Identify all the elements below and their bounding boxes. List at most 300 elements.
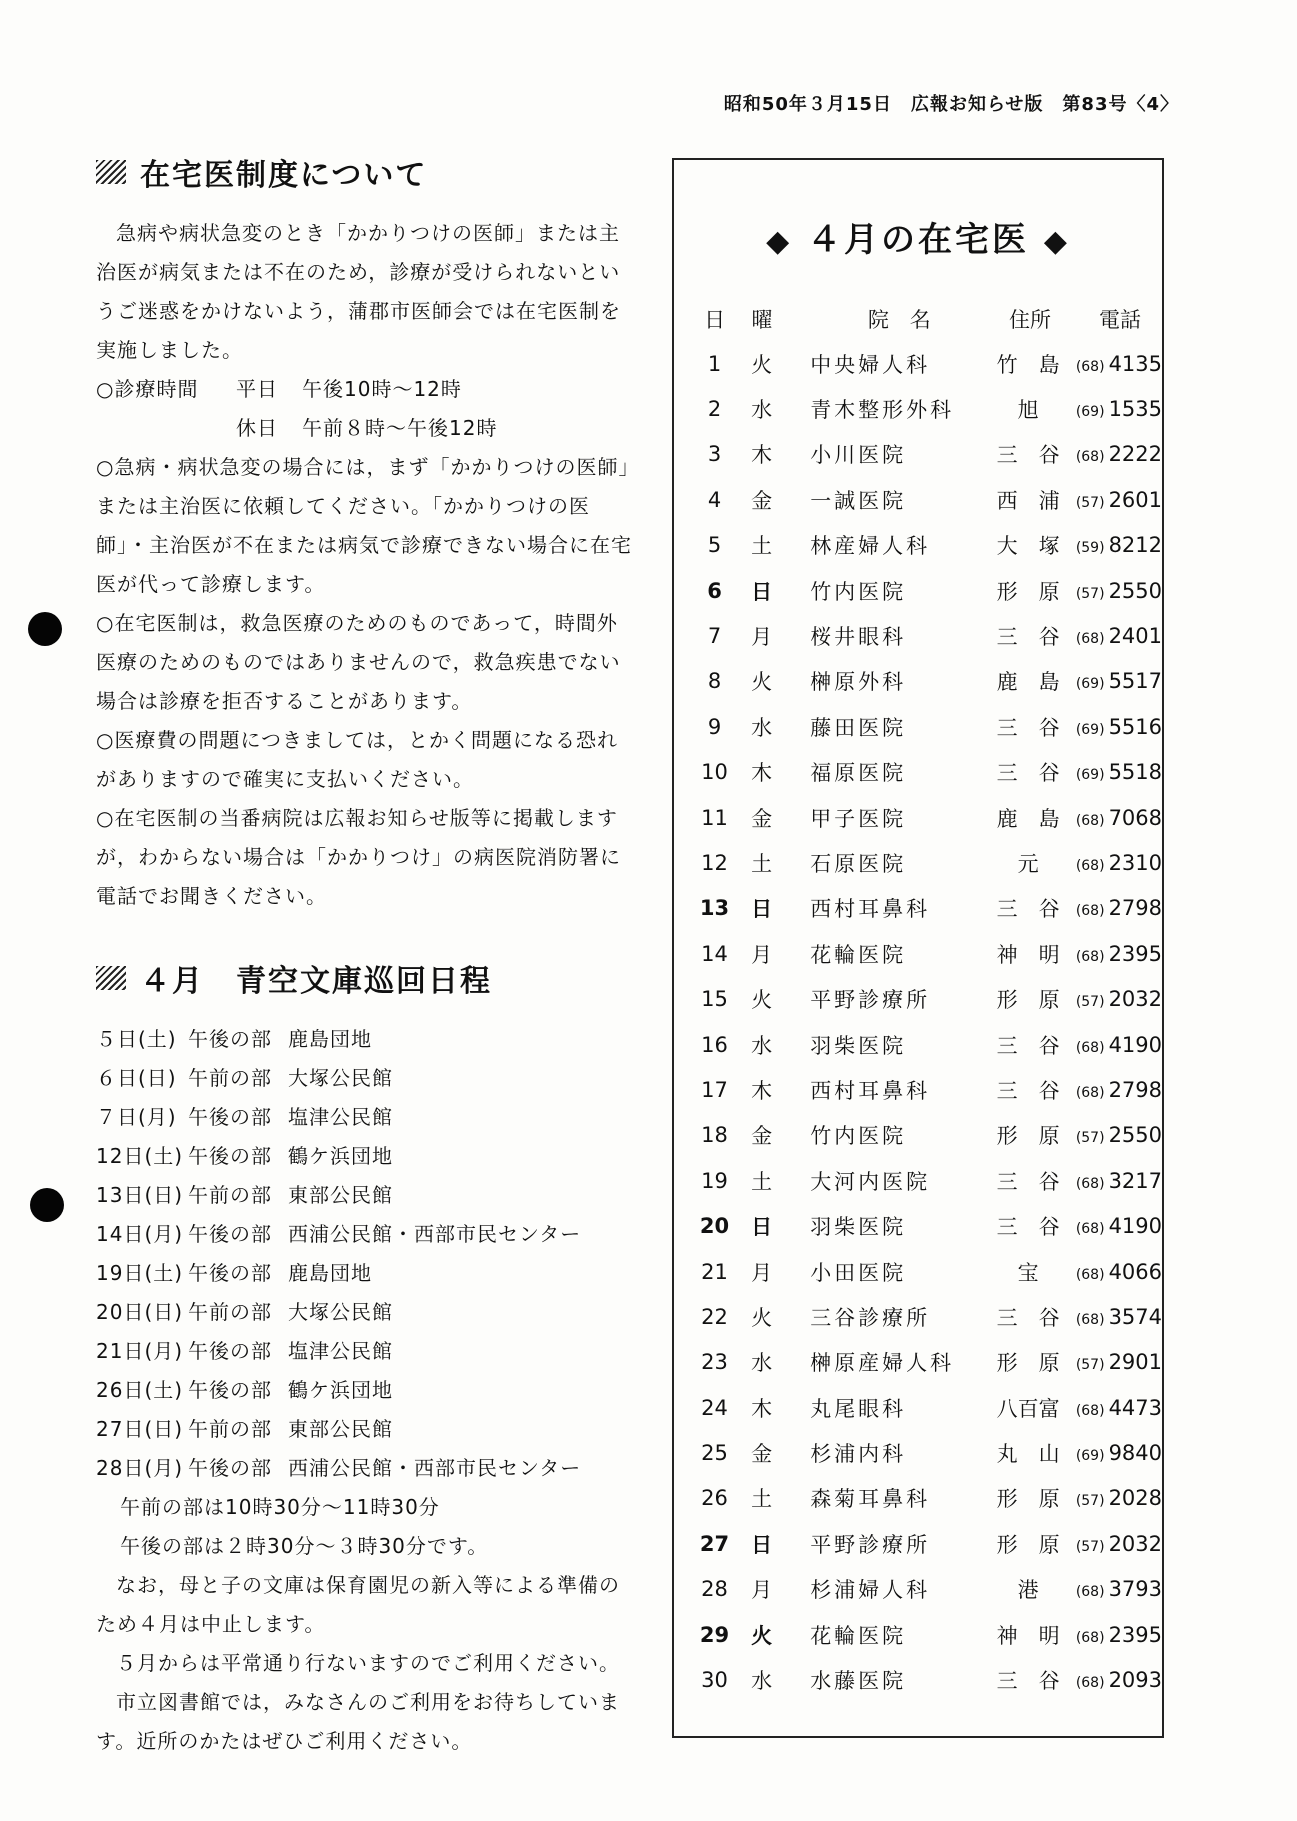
note-paragraph: ○在宅医制の当番病院は広報お知らせ版等に掲載しますが，わからない場合は「かかりつけ」の病医院消防署に電話でお聞きください。: [96, 806, 621, 908]
row-phone: [1076, 1033, 1162, 1057]
row-address: 形 原: [996, 1532, 1060, 1557]
row-clinic: 森菊耳鼻科: [810, 1487, 931, 1512]
row-phone: [1076, 1350, 1162, 1374]
row-weekday: 金: [751, 488, 773, 513]
schedule-period: 午後の部: [188, 1027, 272, 1051]
row-date: 20: [699, 1214, 730, 1239]
row-date: 12: [701, 850, 728, 875]
row-phone: [1076, 851, 1162, 875]
row-date: 30: [701, 1668, 728, 1693]
table-body: [674, 341, 1162, 1703]
row-weekday: 金: [751, 1124, 773, 1149]
row-clinic: 桜井眼科: [810, 625, 907, 650]
row-weekday: 火: [751, 352, 773, 377]
schedule-place: 鶴ケ浜団地: [288, 1378, 393, 1402]
phone-number: 2395: [1108, 1622, 1163, 1647]
diamond-icon: ◆: [1043, 224, 1070, 259]
row-phone: [1076, 1577, 1162, 1601]
row-address: 三 谷: [996, 625, 1060, 650]
phone-exchange: (68): [1075, 812, 1105, 829]
schedule-place: 西浦公民館・西部市民センター: [288, 1456, 582, 1480]
row-date: 14: [701, 941, 728, 966]
schedule-date: 20日(日): [96, 1300, 184, 1324]
phone-number: 2310: [1108, 850, 1163, 875]
row-address: 形 原: [996, 579, 1060, 604]
phone-exchange: (69): [1075, 1448, 1105, 1465]
phone-exchange: (57): [1075, 494, 1105, 511]
row-address: 三 谷: [996, 443, 1060, 468]
table-row: [674, 1294, 1162, 1339]
schedule-place: 塩津公民館: [288, 1105, 393, 1129]
schedule-date: 28日(月): [96, 1456, 184, 1480]
schedule-date: 21日(月): [96, 1339, 184, 1363]
phone-number: 3793: [1108, 1577, 1163, 1602]
row-weekday: 月: [751, 625, 773, 650]
phone-exchange: (69): [1075, 676, 1105, 693]
schedule-period: 午後の部: [188, 1144, 272, 1168]
phone-exchange: (57): [1075, 1357, 1105, 1374]
table-row: [674, 386, 1162, 431]
schedule-date: 26日(土): [96, 1378, 184, 1402]
phone-number: 1535: [1108, 397, 1163, 422]
table-row: [674, 1385, 1162, 1430]
row-phone: [1076, 760, 1162, 784]
row-phone: [1076, 624, 1162, 648]
row-date: 4: [707, 487, 722, 512]
row-weekday: 水: [751, 1033, 773, 1058]
row-address: 宝: [1017, 1260, 1039, 1285]
table-title: [674, 212, 1162, 261]
schedule-date: ６日(日): [96, 1066, 177, 1090]
phone-number: 5516: [1108, 714, 1163, 739]
schedule-place: 東部公民館: [288, 1183, 393, 1207]
phone-exchange: (68): [1075, 631, 1105, 648]
row-date: 17: [701, 1077, 728, 1102]
row-clinic: 中央婦人科: [810, 352, 931, 377]
phone-number: 2028: [1108, 1486, 1163, 1511]
row-date: 8: [707, 669, 722, 694]
row-clinic: 榊原外科: [810, 670, 907, 695]
phone-exchange: (68): [1075, 1175, 1105, 1192]
row-address: 丸 山: [996, 1442, 1060, 1467]
schedule-period: 午前の部: [188, 1300, 272, 1324]
schedule-date: ５日(土): [96, 1027, 177, 1051]
row-clinic: 一誠医院: [810, 488, 907, 513]
section-library-title: [96, 956, 636, 1000]
row-date: 28: [701, 1577, 728, 1602]
row-phone: [1076, 488, 1162, 512]
table-row: [674, 1612, 1162, 1657]
schedule-place: 西浦公民館・西部市民センター: [288, 1222, 582, 1246]
phone-number: 4190: [1108, 1214, 1163, 1239]
row-date: 15: [701, 987, 728, 1012]
diamond-icon: ◆: [766, 224, 793, 259]
row-weekday: 木: [751, 761, 773, 786]
left-column: [96, 150, 636, 1761]
row-address: 鹿 島: [996, 670, 1060, 695]
row-date: 9: [707, 714, 722, 739]
row-address: 形 原: [996, 1351, 1060, 1376]
schedule-place: 鹿島団地: [288, 1261, 372, 1285]
schedule-place: 大塚公民館: [288, 1066, 393, 1090]
row-weekday: 水: [751, 1669, 773, 1694]
schedule-place: 大塚公民館: [288, 1300, 393, 1324]
phone-exchange: (57): [1075, 994, 1105, 1011]
row-address: 元: [1017, 851, 1039, 876]
schedule-row: [96, 1176, 636, 1215]
schedule-date: 12日(土): [96, 1144, 184, 1168]
row-address: 三 谷: [996, 1669, 1060, 1694]
table-row: [674, 1022, 1162, 1067]
phone-number: 5517: [1108, 669, 1163, 694]
schedule-period: 午前の部: [188, 1417, 272, 1441]
row-phone: [1076, 896, 1162, 920]
header-date: 日: [704, 308, 726, 332]
row-address: 港: [1017, 1578, 1039, 1603]
phone-number: 4066: [1108, 1259, 1163, 1284]
row-phone: [1076, 1260, 1162, 1284]
header-phone: 電話: [1098, 308, 1141, 332]
table-row: [674, 568, 1162, 613]
phone-number: 2032: [1108, 1531, 1163, 1556]
phone-number: 2798: [1108, 1077, 1163, 1102]
row-address: 竹 島: [996, 352, 1060, 377]
schedule-period: 午後の部: [188, 1105, 272, 1129]
table-row: [674, 477, 1162, 522]
row-address: 三 谷: [996, 761, 1060, 786]
row-clinic: 羽柴医院: [810, 1215, 907, 1240]
section-home-doctor-body: [96, 214, 636, 916]
row-clinic: 小川医院: [810, 443, 907, 468]
row-address: 形 原: [996, 988, 1060, 1013]
schedule-date: 14日(月): [96, 1222, 184, 1246]
row-weekday: 火: [751, 1623, 773, 1648]
table-row: [674, 432, 1162, 477]
row-clinic: 榊原産婦人科: [810, 1351, 955, 1376]
phone-number: 8212: [1108, 533, 1163, 558]
row-clinic: 甲子医院: [810, 806, 907, 831]
row-clinic: 三谷診療所: [810, 1305, 931, 1330]
table-row: [674, 1657, 1162, 1702]
row-weekday: 月: [751, 1260, 773, 1285]
section-title-text: ４月 青空文庫巡回日程: [140, 964, 492, 999]
row-address: 三 谷: [996, 897, 1060, 922]
note-paragraph: 市立図書館では，みなさんのご利用をお待ちしています。近所のかたはぜひご利用ください。: [96, 1690, 620, 1753]
table-row: [674, 1340, 1162, 1385]
row-phone: [1076, 579, 1162, 603]
row-clinic: 小田医院: [810, 1260, 907, 1285]
table-row: [674, 1567, 1162, 1612]
phone-exchange: (57): [1075, 1493, 1105, 1510]
table-row: [674, 1113, 1162, 1158]
row-clinic: 福原医院: [810, 761, 907, 786]
row-address: 西 浦: [996, 488, 1060, 513]
phone-exchange: (57): [1075, 1130, 1105, 1147]
schedule-row: [96, 1215, 636, 1254]
schedule-place: 鹿島団地: [288, 1027, 372, 1051]
note-paragraph: ○急病・病状急変の場合には，まず「かかりつけの医師」または主治医に依頼してください。「かかりつけの医師」・主治医が不在または病気で診療できない場合に在宅医が代って診療します。: [96, 455, 632, 596]
phone-number: 2222: [1108, 442, 1163, 467]
row-clinic: 水藤医院: [810, 1669, 907, 1694]
row-address: 三 谷: [996, 715, 1060, 740]
phone-number: 2401: [1108, 624, 1163, 649]
row-date: 27: [699, 1531, 730, 1556]
schedule-place: 鶴ケ浜団地: [288, 1144, 393, 1168]
page-header: 昭和50年３月15日 広報お知らせ版 第83号〈4〉: [723, 94, 1179, 115]
table-row: [674, 886, 1162, 931]
header-clinic: 院 名: [867, 308, 931, 332]
phone-number: 7068: [1108, 805, 1163, 830]
time-note: 午後の部は２時30分〜３時30分です。: [120, 1534, 489, 1558]
row-weekday: 木: [751, 1396, 773, 1421]
row-weekday: 日: [751, 897, 773, 922]
row-phone: [1076, 806, 1162, 830]
holiday-time: 午前８時〜午後12時: [302, 416, 498, 440]
schedule-row: [96, 1371, 636, 1410]
phone-number: 4473: [1108, 1395, 1163, 1420]
row-date: 7: [707, 624, 722, 649]
row-phone: [1076, 1441, 1162, 1465]
table-row: [674, 1521, 1162, 1566]
phone-exchange: (68): [1075, 1402, 1105, 1419]
table-row: [674, 341, 1162, 386]
phone-exchange: (69): [1075, 767, 1105, 784]
row-weekday: 水: [751, 398, 773, 423]
weekday-time: 午後10時〜12時: [302, 377, 462, 401]
note-paragraph: ○医療費の問題につきましては，とかく問題になる恐れがありますので確実に支払いください。: [96, 728, 619, 791]
table-header: [674, 297, 1162, 341]
row-clinic: 平野診療所: [810, 988, 931, 1013]
row-weekday: 日: [751, 1215, 773, 1240]
row-date: 1: [707, 351, 722, 376]
row-clinic: 花輪医院: [810, 942, 907, 967]
phone-exchange: (57): [1075, 585, 1105, 602]
phone-exchange: (68): [1075, 1039, 1105, 1056]
row-address: 鹿 島: [996, 806, 1060, 831]
schedule-row: [96, 1449, 636, 1488]
row-phone: [1076, 987, 1162, 1011]
row-phone: [1076, 442, 1162, 466]
phone-exchange: (68): [1075, 948, 1105, 965]
phone-exchange: (68): [1075, 1584, 1105, 1601]
phone-number: 2601: [1108, 487, 1163, 512]
row-date: 10: [701, 760, 728, 785]
row-clinic: 杉浦婦人科: [810, 1578, 931, 1603]
row-weekday: 日: [751, 1532, 773, 1557]
phone-exchange: (68): [1075, 1629, 1105, 1646]
library-notes: [96, 1488, 636, 1761]
schedule-date: ７日(月): [96, 1105, 177, 1129]
row-phone: [1076, 1623, 1162, 1647]
table-row: [674, 750, 1162, 795]
row-weekday: 水: [751, 715, 773, 740]
schedule-date: 27日(日): [96, 1417, 184, 1441]
phone-number: 2550: [1108, 578, 1163, 603]
row-weekday: 土: [751, 851, 773, 876]
schedule-period: 午前の部: [188, 1183, 272, 1207]
table-row: [674, 840, 1162, 885]
hatch-icon: [96, 160, 126, 184]
phone-exchange: (68): [1075, 1311, 1105, 1328]
row-phone: [1076, 1169, 1162, 1193]
phone-exchange: (68): [1075, 857, 1105, 874]
section-home-doctor-title: [96, 150, 636, 194]
schedule-row: [96, 1137, 636, 1176]
row-date: 3: [707, 442, 722, 467]
phone-exchange: (69): [1075, 404, 1105, 421]
phone-number: 3217: [1108, 1168, 1163, 1193]
schedule-row: [96, 1020, 636, 1059]
row-phone: [1076, 715, 1162, 739]
table-row: [674, 795, 1162, 840]
table-row: [674, 1476, 1162, 1521]
schedule-period: 午後の部: [188, 1378, 272, 1402]
phone-number: 2798: [1108, 896, 1163, 921]
home-doctor-table-box: [672, 158, 1164, 1738]
row-phone: [1076, 352, 1162, 376]
row-weekday: 日: [751, 579, 773, 604]
row-clinic: 杉浦内科: [810, 1442, 907, 1467]
row-phone: [1076, 942, 1162, 966]
row-address: 八百富: [996, 1396, 1060, 1421]
row-weekday: 金: [751, 806, 773, 831]
phone-exchange: (68): [1075, 1675, 1105, 1692]
row-weekday: 土: [751, 1487, 773, 1512]
row-weekday: 月: [751, 1578, 773, 1603]
row-phone: [1076, 1214, 1162, 1238]
row-clinic: 西村耳鼻科: [810, 897, 931, 922]
row-address: 神 明: [996, 1623, 1060, 1648]
phone-number: 5518: [1108, 760, 1163, 785]
schedule-date: 19日(土): [96, 1261, 184, 1285]
schedule-period: 午後の部: [188, 1339, 272, 1363]
binder-hole-top: [28, 612, 62, 646]
row-weekday: 土: [751, 1169, 773, 1194]
schedule-period: 午後の部: [188, 1456, 272, 1480]
hours-weekday: [96, 370, 636, 409]
phone-exchange: (68): [1075, 1084, 1105, 1101]
row-clinic: 丸尾眼科: [810, 1396, 907, 1421]
row-date: 21: [701, 1259, 728, 1284]
phone-exchange: (59): [1075, 540, 1105, 557]
row-date: 19: [701, 1168, 728, 1193]
row-weekday: 火: [751, 670, 773, 695]
table-row: [674, 613, 1162, 658]
phone-exchange: (69): [1075, 721, 1105, 738]
row-weekday: 水: [751, 1351, 773, 1376]
table-row: [674, 523, 1162, 568]
row-clinic: 藤田医院: [810, 715, 907, 740]
row-clinic: 西村耳鼻科: [810, 1078, 931, 1103]
row-weekday: 火: [751, 988, 773, 1013]
holiday-label: 休日: [236, 416, 278, 440]
note-paragraph: ５月からは平常通り行ないますのでご利用ください。: [116, 1651, 620, 1675]
row-date: 6: [707, 578, 722, 603]
row-address: 三 谷: [996, 1033, 1060, 1058]
row-date: 13: [699, 896, 730, 921]
row-clinic: 羽柴医院: [810, 1033, 907, 1058]
row-date: 29: [699, 1622, 730, 1647]
schedule-row: [96, 1332, 636, 1371]
row-date: 16: [701, 1032, 728, 1057]
phone-number: 4135: [1108, 351, 1163, 376]
row-clinic: 竹内医院: [810, 1124, 907, 1149]
header-address: 住所: [1008, 308, 1051, 332]
schedule-period: 午後の部: [188, 1222, 272, 1246]
schedule-row: [96, 1254, 636, 1293]
schedule-place: 塩津公民館: [288, 1339, 393, 1363]
phone-exchange: (57): [1075, 1538, 1105, 1555]
row-phone: [1076, 533, 1162, 557]
row-weekday: 火: [751, 1305, 773, 1330]
hours-holiday: [96, 409, 636, 448]
row-phone: [1076, 1668, 1162, 1692]
row-phone: [1076, 1078, 1162, 1102]
phone-number: 3574: [1108, 1304, 1163, 1329]
row-clinic: 林産婦人科: [810, 534, 931, 559]
row-address: 形 原: [996, 1124, 1060, 1149]
phone-number: 2550: [1108, 1123, 1163, 1148]
section-title-text: 在宅医制度について: [140, 158, 428, 193]
row-clinic: 花輪医院: [810, 1623, 907, 1648]
note-paragraph: なお，母と子の文庫は保育園児の新入等による準備のため４月は中止します。: [96, 1573, 620, 1636]
row-weekday: 月: [751, 942, 773, 967]
schedule-row: [96, 1293, 636, 1332]
row-clinic: 平野診療所: [810, 1532, 931, 1557]
table-row: [674, 1430, 1162, 1475]
schedule-row: [96, 1059, 636, 1098]
row-date: 26: [701, 1486, 728, 1511]
phone-exchange: (68): [1075, 1266, 1105, 1283]
row-clinic: 青木整形外科: [810, 398, 955, 423]
library-schedule: [96, 1020, 636, 1488]
schedule-period: 午前の部: [188, 1066, 272, 1090]
row-phone: [1076, 669, 1162, 693]
phone-number: 2395: [1108, 941, 1163, 966]
row-weekday: 木: [751, 443, 773, 468]
schedule-row: [96, 1098, 636, 1137]
row-address: 三 谷: [996, 1169, 1060, 1194]
row-clinic: 竹内医院: [810, 579, 907, 604]
row-phone: [1076, 1305, 1162, 1329]
row-address: 三 谷: [996, 1305, 1060, 1330]
schedule-row: [96, 1410, 636, 1449]
row-phone: [1076, 1396, 1162, 1420]
schedule-period: 午後の部: [188, 1261, 272, 1285]
phone-exchange: (68): [1075, 449, 1105, 466]
row-clinic: 石原医院: [810, 851, 907, 876]
row-weekday: 土: [751, 534, 773, 559]
intro-paragraph: 急病や病状急変のとき「かかりつけの医師」または主治医が病気または不在のため，診療が受けられないというご迷惑をかけないよう，蒲郡市医師会では在宅医制を実施しました。: [96, 221, 621, 362]
schedule-place: 東部公民館: [288, 1417, 393, 1441]
table-row: [674, 659, 1162, 704]
phone-exchange: (68): [1075, 1221, 1105, 1238]
hours-label: ○診療時間: [96, 377, 199, 401]
phone-number: 4190: [1108, 1032, 1163, 1057]
row-address: 大 塚: [996, 534, 1060, 559]
row-phone: [1076, 1486, 1162, 1510]
row-date: 25: [701, 1441, 728, 1466]
row-address: 形 原: [996, 1487, 1060, 1512]
table-row: [674, 1249, 1162, 1294]
row-address: 三 谷: [996, 1215, 1060, 1240]
row-phone: [1076, 1123, 1162, 1147]
phone-exchange: (68): [1075, 358, 1105, 375]
row-weekday: 木: [751, 1078, 773, 1103]
row-date: 2: [707, 397, 722, 422]
row-date: 11: [701, 805, 728, 830]
hatch-icon: [96, 966, 126, 990]
